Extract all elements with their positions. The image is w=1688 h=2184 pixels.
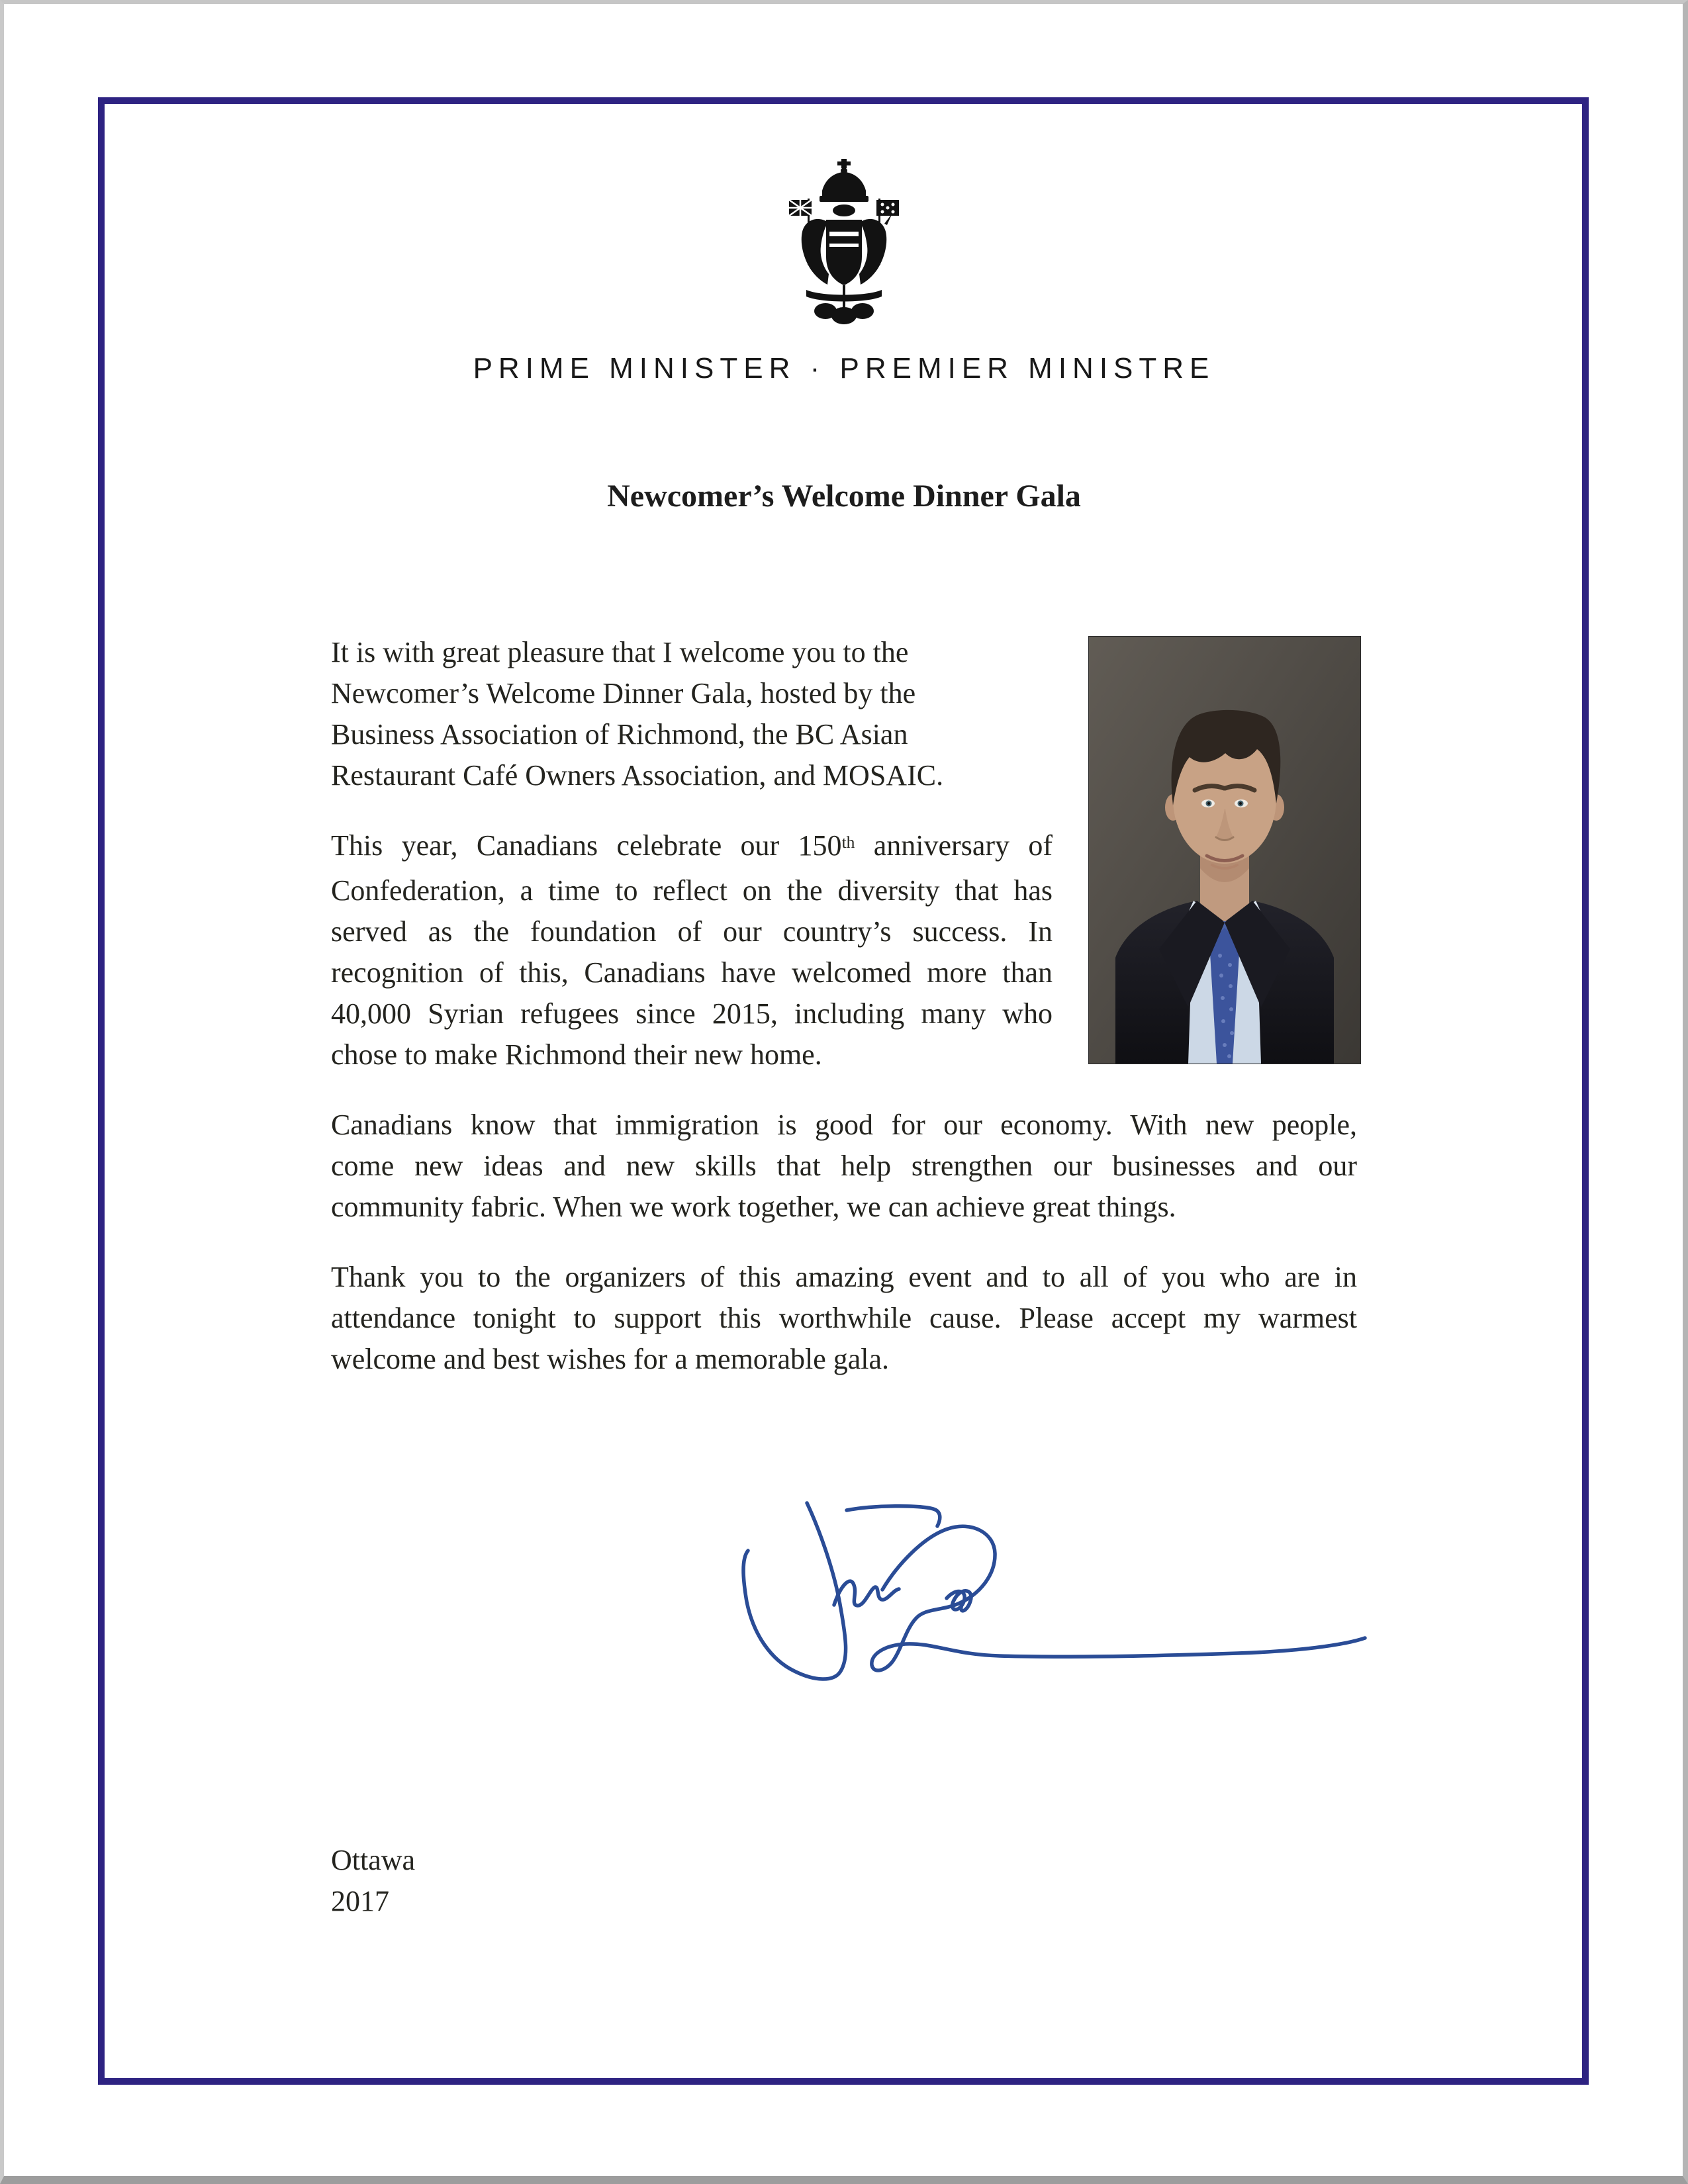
text-line: come new ideas and new skills that help strengthen our businesses and our [331, 1150, 1357, 1182]
body-paragraph-3 [331, 1105, 1357, 1228]
text-line: Restaurant Café Owners Association, and MOSAIC. [331, 759, 944, 792]
text-line: Newcomer’s Welcome Dinner Gala, hosted by the [331, 677, 916, 709]
text-line: Confederation, a time to reflect on the diversity that has [331, 874, 1053, 907]
text-line: welcome and best wishes for a memorable gala. [331, 1343, 890, 1375]
letter-title: Newcomer’s Welcome Dinner Gala [607, 478, 1081, 514]
text-line: 40,000 Syrian refugees since 2015, including many who [331, 997, 1053, 1030]
body-paragraph-4 [331, 1257, 1357, 1380]
text-line: recognition of this, Canadians have welcomed more than [331, 956, 1053, 989]
prime-minister-header: PRIME MINISTER · PREMIER MINISTRE [473, 352, 1215, 385]
text-line: community fabric. When we work together, we can achieve great things. [331, 1191, 1176, 1223]
text-line: attendance tonight to support this worthwhile cause. Please accept my warmest [331, 1302, 1357, 1334]
pm-signature [735, 1476, 1383, 1701]
footer-city: Ottawa [331, 1844, 416, 1876]
text-line: It is with great pleasure that I welcome you to the [331, 636, 909, 668]
text-line: This year, Canadians celebrate our 150th anniversary of [331, 829, 1053, 862]
body-paragraph-1 [331, 632, 1053, 796]
footer-year: 2017 [331, 1885, 389, 1917]
text-line: Business Association of Richmond, the BC Asian [331, 718, 908, 751]
letter-footer [331, 1840, 415, 1922]
body-paragraph-2 [331, 825, 1053, 1075]
text-line: Thank you to the organizers of this amazing event and to all of you who are in [331, 1261, 1357, 1293]
canada-coat-of-arms-icon [788, 158, 900, 326]
text-line: served as the foundation of our country’s success. In [331, 915, 1053, 948]
text-line: chose to make Richmond their new home. [331, 1038, 822, 1071]
text-line: Canadians know that immigration is good for our economy. With new people, [331, 1109, 1357, 1141]
pm-portrait-photo [1089, 637, 1360, 1064]
